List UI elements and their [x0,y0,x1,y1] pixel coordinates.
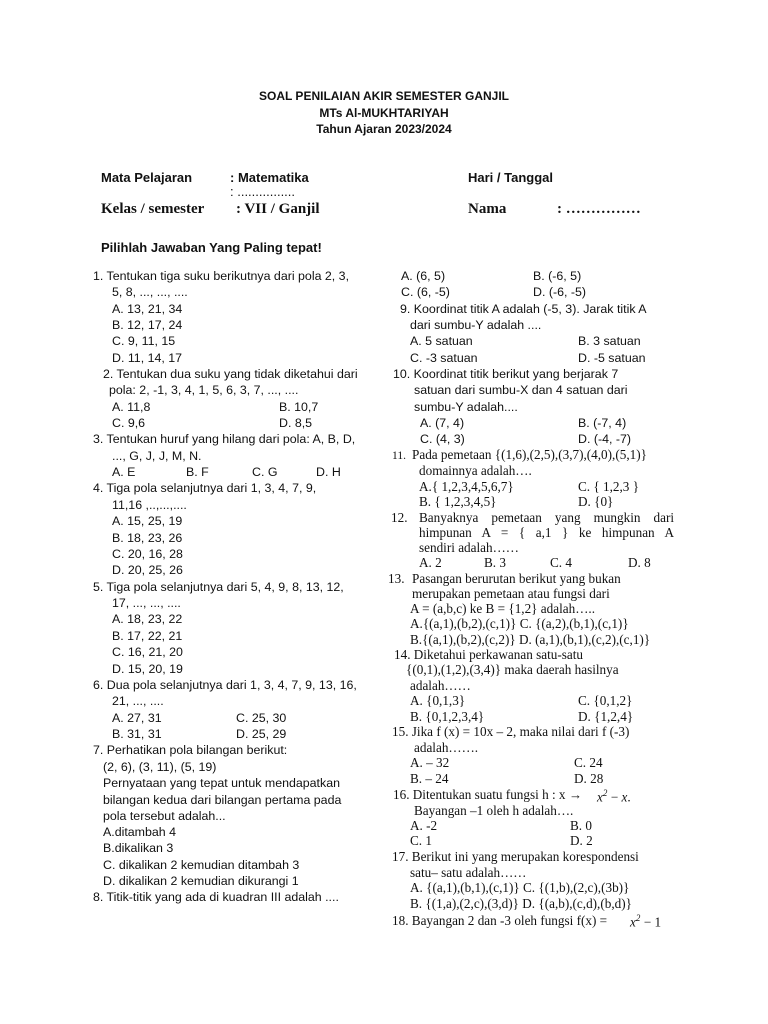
question-text: {(0,1),(1,2),(3,4)} maka daerah hasilnya [406,662,619,677]
class-value: : VII / Ganjil [236,201,320,217]
option-a: A. (7, 4) [420,416,465,430]
instruction: Pilihlah Jawaban Yang Paling tepat! [101,240,322,255]
question-8-text: 8. Titik-titik yang ada di kuadran III adalah .... [93,890,339,904]
name-field: : …………… [557,201,641,217]
option-d: D. 8,5 [279,416,313,430]
question-text: A = (a,b,c) ke B = {1,2} adalah….. [410,601,596,616]
academic-year: Tahun Ajaran 2023/2024 [316,122,452,136]
option-a: A. – 32 [410,755,450,770]
option-a: A. (6, 5) [401,269,446,283]
option-b: B. – 24 [410,771,449,786]
subject-value: : Matematika [230,170,309,185]
math-expression: $x^2 - 1$ [630,913,662,930]
question-number: 11. [392,450,406,462]
option-a: A. 11,8 [112,400,151,414]
option-b: B. 10,7 [279,400,319,414]
option-a: A. {0,1,3} [410,693,466,708]
question-text: 4. Tiga pola selanjutnya dari 1, 3, 4, 7, 9, [93,481,317,495]
option-a: A. E [112,465,136,479]
option-c: C. 9,6 [112,416,146,430]
question-text: Pasangan berurutan berikut yang bukan [412,571,621,586]
option-a: A.{ 1,2,3,4,5,6,7} [419,479,514,494]
question-text: (2, 6), (3, 11), (5, 19) [103,760,217,774]
question-text: sumbu-Y adalah.... [414,400,518,414]
option-d: D. 25, 29 [236,727,287,741]
option-d: D. 2 [570,833,593,848]
option-a: A.ditambah 4 [103,825,177,839]
option-b: B.dikalikan 3 [103,841,174,855]
option-d: D. {1,2,4} [578,709,634,724]
option-a: A. 15, 25, 19 [112,514,183,528]
class-label: Kelas / semester [101,201,205,217]
option-c: C. 16, 21, 20 [112,645,183,659]
question-text: himpunan A = { a,1 } ke himpunan A [419,525,674,540]
option-d: D. {0} [578,494,614,509]
question-text: adalah……. [414,740,479,755]
question-text: 5. Tiga pola selanjutnya dari 5, 4, 9, 8, 13, 12, [93,580,344,594]
question-text: 3. Tentukan huruf yang hilang dari pola: A, B, D, [93,432,356,446]
question-text: pola: 2, -1, 3, 4, 1, 5, 6, 3, 7, ..., .... [109,383,299,397]
question-text: 9. Koordinat titik A adalah (-5, 3). Jarak titik A [400,302,647,316]
question-text: 17. Berikut ini yang merupakan korespondensi [392,849,639,864]
option-b: B. 0 [570,818,592,833]
question-text: satu– satu adalah…… [410,865,527,880]
option-c: C. (6, -5) [401,285,450,299]
question-text: 10. Koordinat titik berikut yang berjarak 7 [393,367,619,381]
question-text: sendiri adalah…… [419,540,519,555]
option-d: D. 11, 14, 17 [112,351,183,365]
option-b: B. (-6, 5) [533,269,582,283]
option-c: C. 20, 16, 28 [112,547,183,561]
option-c: C. G [252,465,278,479]
question-text: pola tersebut adalah... [103,809,226,823]
option-c: C. -3 satuan [410,351,478,365]
question-text: 15. Jika f (x) = 10x – 2, maka nilai dari f (-3) [392,724,630,739]
school-name: MTs Al-MUKHTARIYAH [319,106,449,120]
option-a: A. 18, 23, 22 [112,612,183,626]
option-d: D. 8 [628,555,651,570]
options-b-d: B. {(1,a),(2,c),(3,d)} D. {(a,b),(c,d),(b,d)} [410,896,632,911]
question-text: 6. Dua pola selanjutnya dari 1, 3, 4, 7, 9, 13, 16, [93,678,357,692]
question-text: 18. Bayangan 2 dan -3 oleh fungsi f(x) = [392,913,608,928]
subject-dots: : ................ [230,184,296,199]
option-c: C. (4, 3) [420,432,465,446]
question-text: 21, ..., .... [112,694,164,708]
option-b: B. 3 [484,555,506,570]
option-c: C. 4 [550,555,572,570]
question-text: 2. Tentukan dua suku yang tidak diketahui dari [103,367,358,381]
question-text: 17, ..., ..., .... [112,596,181,610]
option-d: D. 20, 25, 26 [112,563,183,577]
question-text: Bayangan –1 oleh h adalah…. [414,803,574,818]
option-c: C. 25, 30 [236,711,287,725]
option-b: B. 18, 23, 26 [112,531,183,545]
option-c: C. { 1,2,3 } [578,479,640,494]
option-a: A. -2 [410,818,438,833]
option-d: D. -5 satuan [578,351,646,365]
math-expression: $x^2 - x$. [597,788,631,805]
option-d: D. 28 [574,771,604,786]
option-c: C. 9, 11, 15 [112,334,176,348]
question-text: adalah…… [410,678,471,693]
option-b: B. {0,1,2,3,4} [410,709,485,724]
option-c: C. dikalikan 2 kemudian ditambah 3 [103,858,300,872]
question-text: Pernyataan yang tepat untuk mendapatkan [103,776,340,790]
option-d: D. 15, 20, 19 [112,662,183,676]
option-b: B. { 1,2,3,4,5} [419,494,497,509]
question-number: 13. [388,571,405,586]
option-a: A. 27, 31 [112,711,162,725]
option-a: A. 13, 21, 34 [112,302,183,316]
question-text: 7. Perhatikan pola bilangan berikut: [93,743,288,757]
options-a-c: A. {(a,1),(b,1),(c,1)} C. {(1,b),(2,c),(3b)} [410,880,630,895]
question-text: dari sumbu-Y adalah .... [410,318,542,332]
option-d: D. (-4, -7) [578,432,632,446]
option-a: A. 5 satuan [410,334,473,348]
question-text: satuan dari sumbu-X dan 4 satuan dari [414,383,628,397]
question-text: bilangan kedua dari bilangan pertama pada [103,793,342,807]
question-text: 1. Tentukan tiga suku berikutnya dari pola 2, 3, [93,269,350,283]
option-b: B. (-7, 4) [578,416,627,430]
option-c: C. {0,1,2} [578,693,633,708]
day-date-label: Hari / Tanggal [468,170,553,185]
exam-title: SOAL PENILAIAN AKIR SEMESTER GANJIL [258,89,510,103]
options-a-c: A.{(a,1),(b,2),(c,1)} C. {(a,2),(b,1),(c,1)} [410,616,629,631]
option-b: B. 3 satuan [578,334,641,348]
question-number: 12. [391,510,408,525]
question-text: 14. Diketahui perkawanan satu-satu [394,647,583,662]
options-b-d: B.{(a,1),(b,2),(c,2)} D. (a,1),(b,1),(c,2),(c,1)} [410,632,651,647]
option-b: B. 17, 22, 21 [112,629,183,643]
option-d: D. H [316,465,341,479]
option-d: D. (-6, -5) [533,285,587,299]
question-text: Banyaknya pemetaan yang mungkin dari [419,510,674,525]
question-text: merupakan pemetaan atau fungsi dari [412,586,610,601]
name-label: Nama [468,201,507,217]
option-b: B. 31, 31 [112,727,162,741]
question-text: 11,16 ,..,...,.... [112,498,187,512]
subject-label: Mata Pelajaran [101,170,193,185]
question-text: 5, 8, ..., ..., .... [112,285,188,299]
question-text: domainnya adalah…. [419,463,532,478]
option-b: B. F [186,465,209,479]
question-text: 16. Ditentukan suatu fungsi h : x → [393,787,583,802]
option-b: B. 12, 17, 24 [112,318,183,332]
option-c: C. 24 [574,755,603,770]
question-text: ..., G, J, J, M, N. [112,449,202,463]
question-text: Pada pemetaan {(1,6),(2,5),(3,7),(4,0),(5,1)} [412,447,647,462]
option-a: A. 2 [419,555,442,570]
option-d: D. dikalikan 2 kemudian dikurangi 1 [103,874,299,888]
option-c: C. 1 [410,833,432,848]
